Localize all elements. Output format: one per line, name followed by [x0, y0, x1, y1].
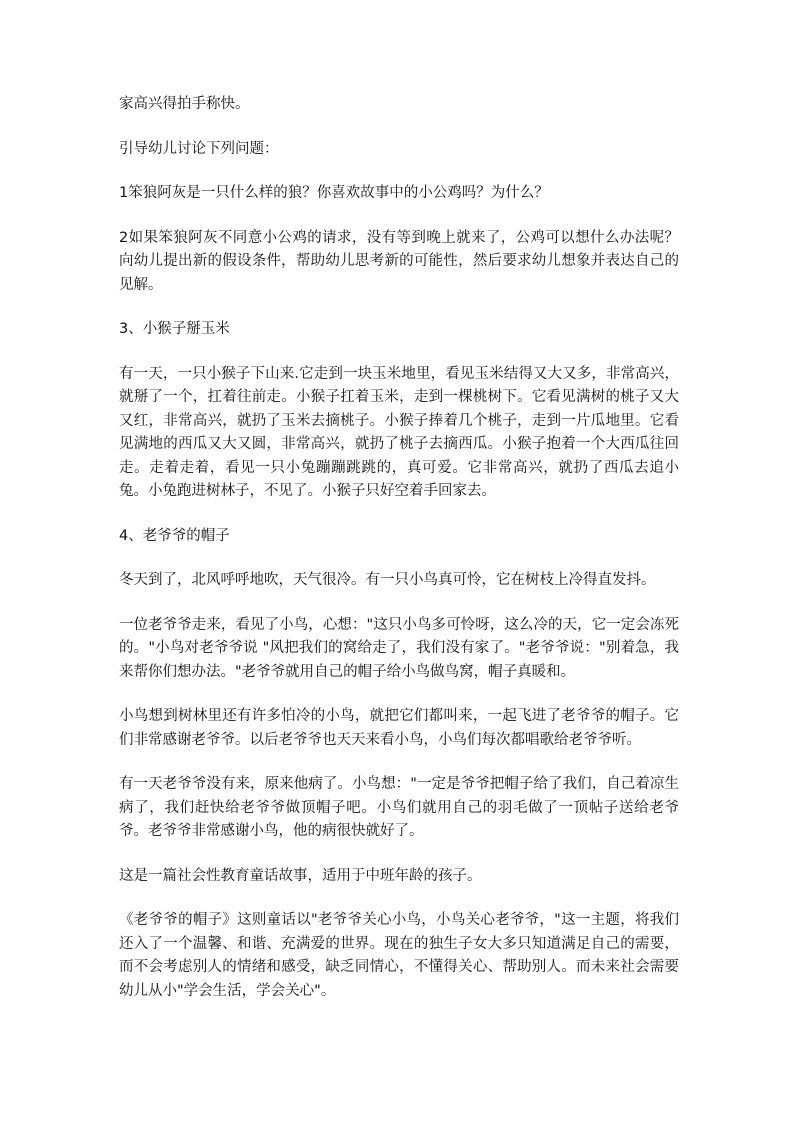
paragraph-story-ending: 家高兴得拍手称快。: [119, 96, 250, 112]
paragraph-question-2: 2如果笨狼阿灰不同意小公鸡的请求，没有等到晚上就来了，公鸡可以想什么办法呢？向幼儿提出新的假设条件，帮助幼儿思考新的可能性，然后要求幼儿想象并表达自己的见解。: [119, 229, 679, 293]
paragraph-question-1: 1笨狼阿灰是一只什么样的狼？你喜欢故事中的小公鸡吗？为什么？: [119, 185, 549, 201]
paragraph-hat-story-2: 一位老爷爷走来，看见了小鸟，心想："这只小鸟多可怜呀，这么冷的天，它一定会冻死的。"小鸟对老爷爷说 "风把我们的窝给走了，我们没有家了。"老爷爷说："别着急，我来帮你们想办法。"老爷爷就用自己的帽子给小鸟做鸟窝，帽子真暖和。: [119, 616, 679, 680]
section-heading-4: 4、老爷爷的帽子: [119, 527, 230, 544]
paragraph-hat-story-3: 小鸟想到树林里还有许多怕冷的小鸟，就把它们都叫来，一起飞进了老爷爷的帽子。它们非常感谢老爷爷。以后老爷爷也天天来看小鸟，小鸟们每次都唱歌给老爷爷听。: [119, 708, 679, 748]
paragraph-discussion-intro: 引导幼儿讨论下列问题：: [119, 140, 279, 157]
paragraph-hat-story-4: 有一天老爷爷没有来，原来他病了。小鸟想："一定是爷爷把帽子给了我们，自己着凉生病了，我们赶快给老爷爷做顶帽子吧。小鸟们就用自己的羽毛做了一顶帖子送给老爷爷。老爷爷非常感谢小鸟，他的病很快就好了。: [119, 776, 679, 839]
section-heading-3: 3、小猴子掰玉米: [119, 321, 230, 337]
paragraph-hat-story-1: 冬天到了，北风呼呼地吹，天气很冷。有一只小鸟真可怜，它在树枝上冷得直发抖。: [119, 572, 656, 588]
paragraph-monkey-story: 有一天，一只小猴子下山来.它走到一块玉米地里，看见玉米结得又大又多，非常高兴，就掰了一个，扛着往前走。小猴子扛着玉米，走到一棵桃树下。它看见满树的桃子又大又红，非常高兴，就扔了玉米去摘桃子。小猴子捧着几个桃子，走到一片瓜地里。它看见满地的西瓜又大又圆，非常高兴，就扔了桃子去摘西瓜。小猴子抱着一个大西瓜往回走。走着走着，看见一只小兔蹦蹦跳跳的，真可爱。它非常高兴，就扔了西瓜去追小兔。小兔跑进树林子，不见了。小猴子只好空着手回家去。: [119, 365, 679, 499]
document-body: [119, 93, 679, 1024]
paragraph-story-analysis: 《老爷爷的帽子》这则童话以"老爷爷关心小鸟，小鸟关心老爷爷，"这一主题，将我们还入了一个温馨、和谐、充满爱的世界。现在的独生子女大多只知道满足自己的需要，而不会考虑别人的情绪和感受，缺乏同情心，不懂得关心、帮助别人。而未来社会需要幼儿从小"学会生活，学会关心"。: [119, 912, 679, 999]
paragraph-story-type: 这是一篇社会性教育童话故事，适用于中班年龄的孩子。: [119, 867, 482, 884]
